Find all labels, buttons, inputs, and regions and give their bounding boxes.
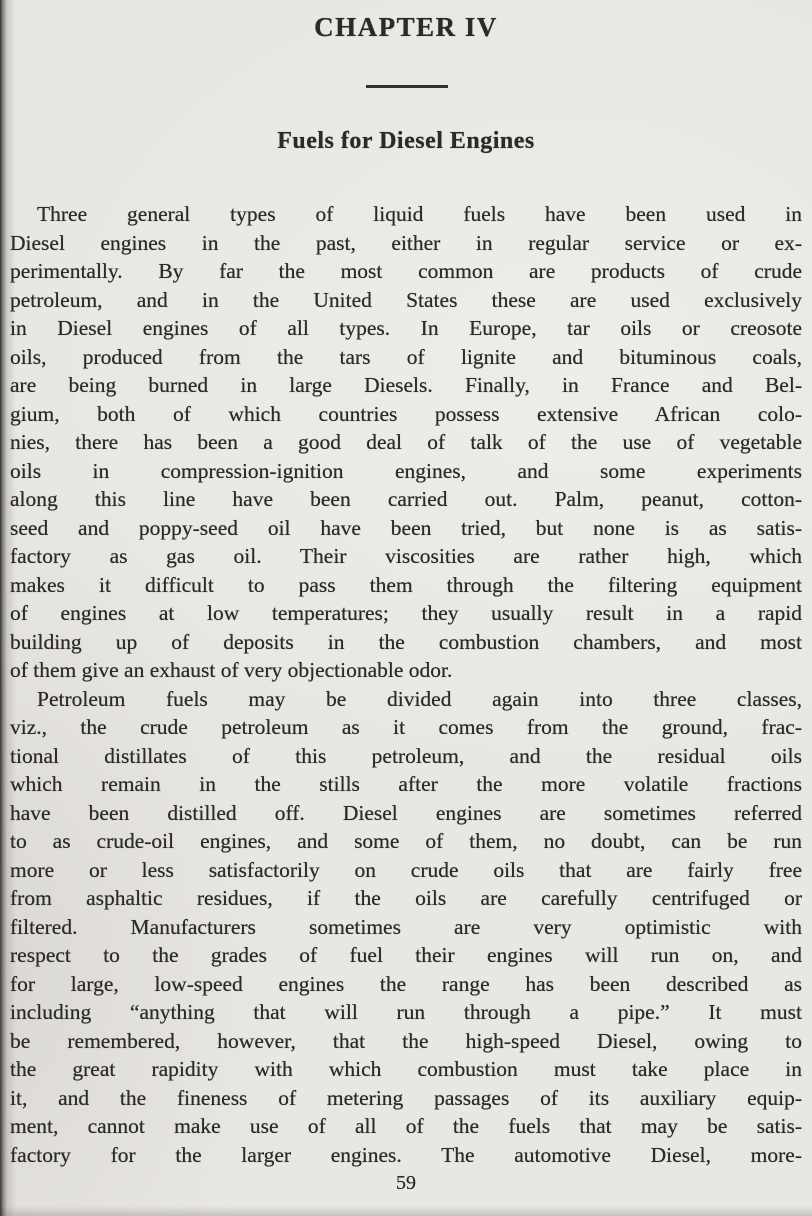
text-line: of them give an exhaust of very objectionable odor. [10, 658, 453, 682]
text-line: seed and poppy-seed oil have been tried, but none is as satis- [10, 515, 802, 540]
text-line: it, and the fineness of metering passages of its auxiliary equip- [10, 1085, 802, 1110]
text-line: of engines at low temperatures; they usually result in a rapid [10, 601, 802, 625]
section-divider [366, 85, 448, 88]
text-line: from asphaltic residues, if the oils are carefully centrifuged or [10, 886, 802, 910]
section-title: Fuels for Diesel Engines [277, 128, 535, 154]
text-line: in Diesel engines of all types. In Europe, tar oils or creosote [10, 316, 802, 340]
text-line: oils in compression-ignition engines, and some experiments [10, 458, 802, 483]
text-line: filtered. Manufacturers sometimes are very optimistic with [10, 914, 802, 939]
text-line: petroleum, and in the United States these are used exclusively [10, 287, 802, 312]
body-paragraph [10, 200, 802, 685]
text-line: along this line have been carried out. Palm, peanut, cotton- [10, 487, 802, 511]
text-line: perimentally. By far the most common are products of crude [10, 259, 802, 283]
text-line: are being burned in large Diesels. Finally, in France and Bel- [10, 373, 802, 397]
text-line: building up of deposits in the combustion chambers, and most [10, 629, 802, 654]
text-line: have been distilled off. Diesel engines are sometimes referred [10, 800, 802, 825]
body-paragraph [10, 685, 802, 1170]
text-line: makes it difficult to pass them through the filtering equipment [10, 572, 802, 597]
text-line: gium, both of which countries possess extensive African colo- [10, 401, 802, 426]
text-line: nies, there has been a good deal of talk of the use of vegetable [10, 430, 802, 454]
chapter-heading: CHAPTER IV [314, 12, 498, 42]
text-line: Petroleum fuels may be divided again into three classes, [37, 686, 802, 711]
text-line: tional distillates of this petroleum, and the residual oils [10, 743, 802, 768]
text-line: factory for the larger engines. The automotive Diesel, more- [10, 1142, 802, 1167]
text-line: more or less satisfactorily on crude oils that are fairly free [10, 857, 802, 882]
body-text [10, 200, 802, 1169]
text-line: Three general types of liquid fuels have been used in [37, 202, 802, 226]
text-line: factory as gas oil. Their viscosities are rather high, which [10, 544, 802, 568]
text-line: including “anything that will run through a pipe.” It must [10, 1000, 802, 1024]
text-line: viz., the crude petroleum as it comes from the ground, frac- [10, 715, 802, 739]
text-line: to as crude-oil engines, and some of them, no doubt, can be run [10, 829, 802, 853]
text-line: which remain in the stills after the more volatile fractions [10, 772, 802, 796]
text-line: for large, low-speed engines the range has been described as [10, 971, 802, 996]
page-number: 59 [396, 1172, 416, 1194]
text-line: respect to the grades of fuel their engines will run on, and [10, 943, 802, 967]
text-line: be remembered, however, that the high-speed Diesel, owing to [10, 1028, 802, 1053]
text-line: the great rapidity with which combustion must take place in [10, 1057, 802, 1081]
text-line: Diesel engines in the past, either in regular service or ex- [10, 230, 802, 255]
text-line: ment, cannot make use of all of the fuels that may be satis- [10, 1114, 802, 1138]
text-line: oils, produced from the tars of lignite and bituminous coals, [10, 344, 802, 369]
